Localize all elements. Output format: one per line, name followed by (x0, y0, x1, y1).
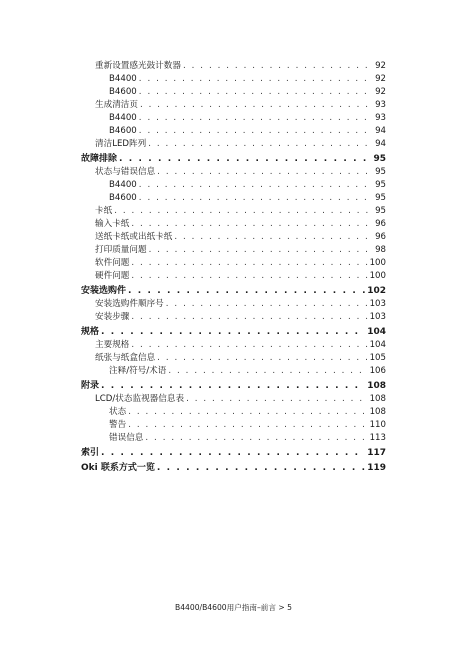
toc-entry-label: B4600 (109, 87, 137, 97)
dot-leader (183, 60, 373, 72)
toc-entry-label: 规格 (81, 327, 100, 337)
toc-entry-page-number: 106 (369, 366, 386, 376)
toc-chapter-entry[interactable] (81, 380, 386, 392)
toc-entry-page-number: 92 (375, 74, 386, 84)
toc-entry[interactable] (95, 339, 386, 351)
toc-entry-label: 软件问题 (95, 258, 130, 268)
toc-entry[interactable] (95, 311, 386, 323)
toc-entry-page-number: 95 (373, 154, 386, 164)
toc-entry-page-number: 108 (369, 407, 386, 417)
dot-leader (139, 112, 373, 124)
toc-entry[interactable] (109, 112, 386, 124)
dot-leader (148, 138, 373, 150)
dot-leader (114, 205, 373, 217)
toc-entry[interactable] (109, 432, 386, 444)
dot-leader (139, 192, 373, 204)
toc-entry-label: B4400 (109, 180, 137, 190)
toc-entry-page-number: 95 (375, 193, 386, 203)
toc-entry-page-number: 104 (369, 340, 386, 350)
dot-leader (149, 244, 373, 256)
toc-entry-page-number: 92 (375, 87, 386, 97)
dot-leader (157, 462, 365, 474)
toc-entry-page-number: 93 (375, 113, 386, 123)
toc-chapter-entry[interactable] (81, 285, 386, 297)
toc-entry-page-number: 96 (375, 232, 386, 242)
toc-entry[interactable] (95, 218, 386, 230)
toc-entry-page-number: 95 (375, 206, 386, 216)
toc-entry[interactable] (95, 270, 386, 282)
toc-entry-page-number: 113 (369, 433, 386, 443)
toc-entry[interactable] (109, 125, 386, 137)
dot-leader (131, 311, 367, 323)
toc-entry-page-number: 100 (369, 258, 386, 268)
toc-entry-label: B4400 (109, 113, 137, 123)
toc-entry-page-number: 94 (375, 139, 386, 149)
dot-leader (157, 166, 373, 178)
toc-entry[interactable] (109, 406, 386, 418)
toc-entry[interactable] (95, 99, 386, 111)
toc-entry-page-number: 108 (367, 381, 386, 391)
dot-leader (168, 365, 367, 377)
dot-leader (174, 231, 373, 243)
toc-entry[interactable] (109, 86, 386, 98)
toc-entry-label: 输入卡纸 (95, 219, 130, 229)
toc-entry-page-number: 104 (367, 327, 386, 337)
toc-entry[interactable] (95, 205, 386, 217)
toc-entry-label: 生成清洁页 (95, 100, 138, 110)
toc-entry-label: Oki 联系方式一览 (81, 463, 155, 473)
toc-entry[interactable] (95, 166, 386, 178)
toc-entry[interactable] (109, 365, 386, 377)
toc-entry-page-number: 103 (369, 312, 386, 322)
dot-leader (101, 447, 365, 459)
dot-leader (186, 393, 368, 405)
toc-entry-label: B4600 (109, 193, 137, 203)
dot-leader (131, 257, 367, 269)
toc-entry[interactable] (95, 231, 386, 243)
dot-leader (101, 380, 365, 392)
toc-entry[interactable] (109, 179, 386, 191)
dot-leader (139, 86, 373, 98)
dot-leader (139, 73, 373, 85)
toc-entry-page-number: 110 (369, 420, 386, 430)
toc-entry-label: 硬件问题 (95, 271, 130, 281)
toc-entry-label: 重新设置感光鼓计数器 (95, 61, 181, 71)
page-footer: B4400/B4600用户指南–前言 > 5 (174, 603, 292, 612)
toc-entry[interactable] (95, 244, 386, 256)
toc-entry[interactable] (109, 419, 386, 431)
toc-entry[interactable] (95, 138, 386, 150)
toc-entry-label: 错误信息 (109, 433, 144, 443)
toc-entry-page-number: 95 (375, 180, 386, 190)
toc-chapter-entry[interactable] (81, 326, 386, 338)
dot-leader (131, 270, 367, 282)
dot-leader (128, 419, 367, 431)
toc-entry-label: B4400 (109, 74, 137, 84)
toc-entry-label: 打印质量问题 (95, 245, 147, 255)
toc-entry-label: 纸张与纸盒信息 (95, 353, 156, 363)
dot-leader (140, 99, 373, 111)
toc-entry-page-number: 96 (375, 219, 386, 229)
toc-entry-label: B4600 (109, 126, 137, 136)
toc-entry-label: 清洁LED阵列 (95, 139, 147, 149)
toc-entry[interactable] (109, 73, 386, 85)
dot-leader (128, 406, 367, 418)
toc-entry-page-number: 100 (369, 271, 386, 281)
toc-entry-page-number: 119 (367, 463, 386, 473)
toc-entry[interactable] (95, 393, 386, 405)
toc-entry-page-number: 102 (367, 286, 386, 296)
toc-entry-label: 卡纸 (95, 206, 113, 216)
toc-chapter-entry[interactable] (81, 153, 386, 165)
toc-entry-label: 安装选购件 (81, 286, 127, 296)
toc-entry-label: 状态与错误信息 (95, 167, 156, 177)
toc-entry[interactable] (109, 192, 386, 204)
toc-entry-label: 警告 (109, 420, 127, 430)
toc-entry-label: 注释/符号/术语 (109, 366, 167, 376)
toc-entry-page-number: 108 (369, 394, 386, 404)
dot-leader (139, 125, 373, 137)
toc-entry-label: 安装选购件顺序号 (95, 299, 164, 309)
toc-entry[interactable] (95, 60, 386, 72)
toc-entry-label: 附录 (81, 381, 100, 391)
dot-leader (145, 432, 367, 444)
toc-entry[interactable] (95, 352, 386, 364)
toc-entry-page-number: 95 (375, 167, 386, 177)
toc-entry-label: 安装步骤 (95, 312, 130, 322)
dot-leader (119, 153, 371, 165)
dot-leader (166, 298, 368, 310)
toc-entry-page-number: 98 (375, 245, 386, 255)
dot-leader (157, 352, 367, 364)
toc-chapter-entry[interactable] (81, 447, 386, 459)
toc-entry-label: 主要规格 (95, 340, 130, 350)
toc-chapter-entry[interactable] (81, 462, 386, 474)
toc-entry-page-number: 92 (375, 61, 386, 71)
toc-entry-page-number: 94 (375, 126, 386, 136)
toc-entry-label: 索引 (81, 448, 100, 458)
dot-leader (131, 339, 367, 351)
toc-entry-label: 送纸卡纸或出纸卡纸 (95, 232, 173, 242)
toc-entry-label: 状态 (109, 407, 127, 417)
dot-leader (139, 179, 373, 191)
toc-entry-page-number: 93 (375, 100, 386, 110)
toc-entry-label: LCD/状态监视器信息表 (95, 394, 185, 404)
toc-entry-page-number: 103 (369, 299, 386, 309)
toc-entry[interactable] (95, 298, 386, 310)
toc-entry-label: 故障排除 (81, 154, 118, 164)
toc-entry[interactable] (95, 257, 386, 269)
dot-leader (131, 218, 373, 230)
dot-leader (128, 285, 365, 297)
toc-entry-page-number: 117 (367, 448, 386, 458)
dot-leader (101, 326, 365, 338)
toc-entry-page-number: 105 (369, 353, 386, 363)
